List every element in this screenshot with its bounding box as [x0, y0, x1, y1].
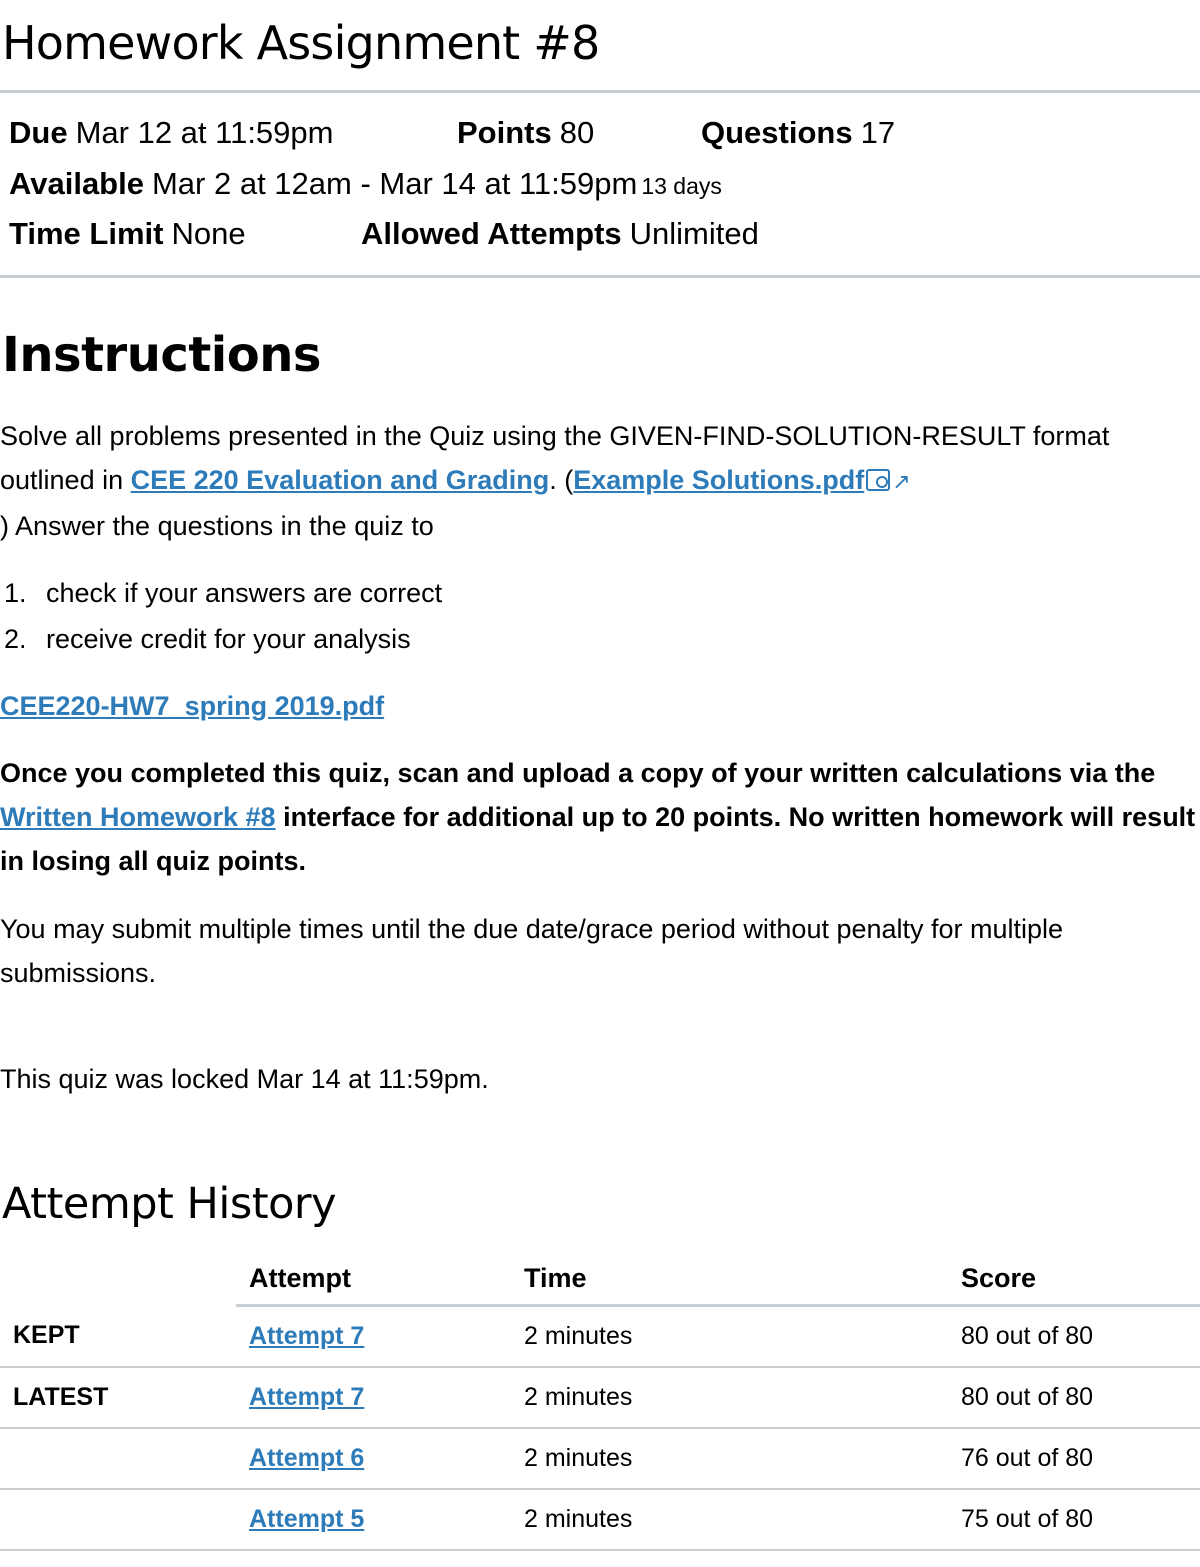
meta-questions	[701, 113, 895, 153]
grading-link[interactable]: CEE 220 Evaluation and Grading	[130, 465, 550, 495]
time-cell: 2 minutes	[511, 1306, 948, 1368]
list-text: receive credit for your analysis	[46, 624, 411, 654]
row-status-label	[0, 1428, 236, 1489]
time-limit-value: None	[171, 216, 246, 251]
list-item	[0, 571, 442, 617]
available-value: Mar 2 at 12am - Mar 14 at 11:59pm	[151, 166, 638, 201]
time-cell: 2 minutes	[511, 1489, 948, 1550]
meta-time-limit	[9, 214, 246, 254]
preview-icon[interactable]	[866, 469, 890, 491]
locked-message: This quiz was locked Mar 14 at 11:59pm.	[0, 1064, 489, 1094]
file-link-paragraph	[0, 684, 1198, 728]
submission-note: You may submit multiple times until the due date/grace period without penalty for multiple submissions.	[0, 914, 1064, 988]
questions-label: Questions	[701, 115, 853, 150]
list-number: 2.	[4, 624, 27, 654]
time-limit-label: Time Limit	[9, 216, 164, 251]
instructions-list	[0, 571, 442, 663]
attempt-cell	[236, 1489, 511, 1550]
score-cell: 75 out of 80	[948, 1489, 1200, 1550]
table-header-row	[0, 1252, 1200, 1306]
time-column-header: Time	[511, 1252, 948, 1306]
points-value: 80	[559, 115, 595, 150]
due-value: Mar 12 at 11:59pm	[75, 115, 334, 150]
score-cell: 80 out of 80	[948, 1367, 1200, 1428]
homework-file-link[interactable]: CEE220-HW7_spring 2019.pdf	[0, 691, 385, 721]
header-divider	[0, 90, 1200, 93]
meta-allowed-attempts	[361, 214, 759, 254]
attempt-history-table	[0, 1252, 1200, 1551]
meta-available	[9, 164, 722, 206]
notice-text-start: Once you completed this quiz, scan and upload a copy of your written calculations via the	[0, 758, 1156, 788]
attempt-link[interactable]: Attempt 7	[249, 1322, 365, 1350]
due-label: Due	[9, 115, 68, 150]
attempt-link[interactable]: Attempt 6	[249, 1444, 365, 1472]
intro-text-start: Solve all problems presented in the Quiz using the GIVEN-FIND-SOLUTION-RESULT format outlined in	[0, 421, 1110, 495]
attempt-cell	[236, 1428, 511, 1489]
meta-points	[457, 113, 594, 153]
score-cell: 80 out of 80	[948, 1306, 1200, 1368]
list-number: 1.	[4, 578, 27, 608]
row-status-label: KEPT	[0, 1306, 236, 1368]
available-note: 13 days	[641, 173, 722, 199]
attempt-column-header: Attempt	[236, 1252, 511, 1306]
points-label: Points	[457, 115, 552, 150]
score-column-header: Score	[948, 1252, 1200, 1306]
time-cell: 2 minutes	[511, 1428, 948, 1489]
table-row	[0, 1489, 1200, 1550]
table-row	[0, 1367, 1200, 1428]
label-column-header	[0, 1252, 236, 1306]
allowed-attempts-label: Allowed Attempts	[361, 216, 622, 251]
attempt-cell	[236, 1367, 511, 1428]
example-solutions-link[interactable]: Example Solutions.pdf	[573, 465, 865, 495]
intro-text-end: ) Answer the questions in the quiz to	[0, 511, 434, 541]
page-title: Homework Assignment #8	[2, 16, 600, 70]
questions-value: 17	[860, 115, 896, 150]
table-row	[0, 1428, 1200, 1489]
row-status-label: LATEST	[0, 1367, 236, 1428]
instructions-intro	[0, 414, 1198, 548]
attempt-history-heading: Attempt History	[2, 1179, 337, 1229]
external-link-icon[interactable]: ↗	[892, 469, 911, 494]
attempt-cell	[236, 1306, 511, 1368]
table-row	[0, 1306, 1200, 1368]
row-status-label	[0, 1489, 236, 1550]
attempt-link[interactable]: Attempt 7	[249, 1383, 365, 1411]
allowed-attempts-value: Unlimited	[629, 216, 759, 251]
score-cell: 76 out of 80	[948, 1428, 1200, 1489]
written-homework-link[interactable]: Written Homework #8	[0, 802, 276, 832]
meta-due	[9, 113, 333, 153]
instructions-heading: Instructions	[2, 327, 321, 383]
list-item	[0, 617, 442, 663]
available-label: Available	[9, 166, 144, 201]
meta-divider	[0, 275, 1200, 278]
list-text: check if your answers are correct	[46, 578, 443, 608]
written-homework-notice	[0, 751, 1198, 883]
attempt-link[interactable]: Attempt 5	[249, 1505, 365, 1533]
notice-text-end: interface for additional up to 20 points. No written homework will result in losing all quiz points.	[0, 802, 1196, 876]
intro-text-middle: . (	[549, 465, 574, 495]
time-cell: 2 minutes	[511, 1367, 948, 1428]
